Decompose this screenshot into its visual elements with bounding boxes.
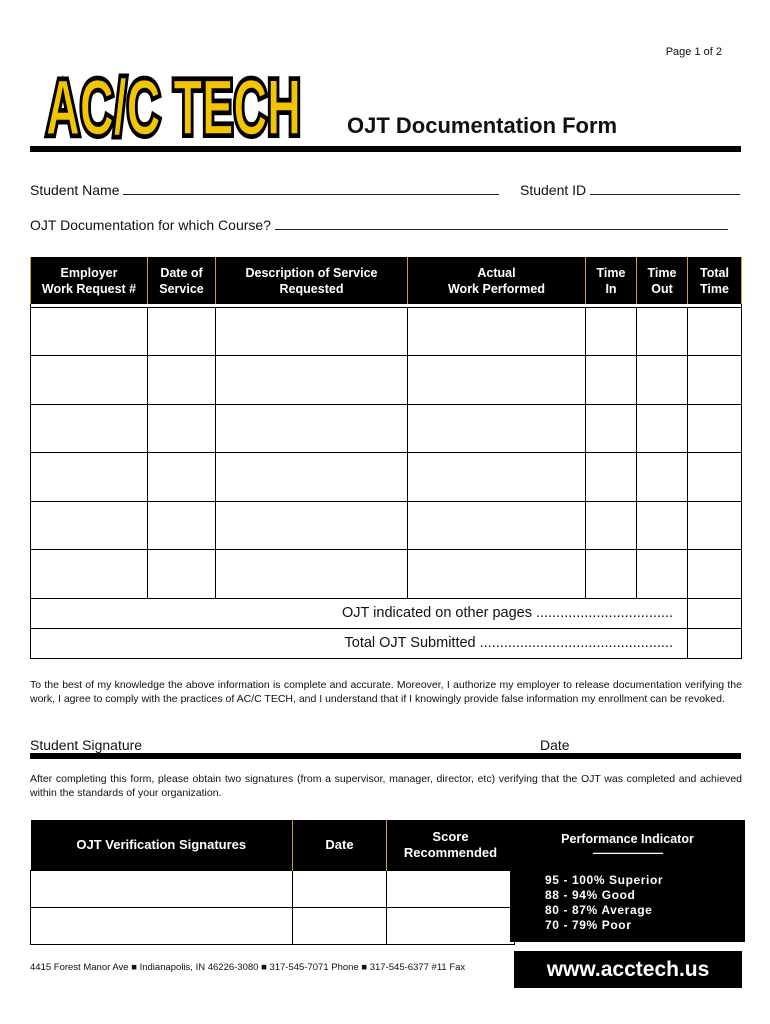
table-cell[interactable] — [586, 356, 637, 405]
col-date-of-service: Date of Service — [148, 257, 216, 304]
student-name-blank[interactable] — [123, 182, 499, 195]
table-cell[interactable] — [408, 307, 586, 356]
acc-tech-logo — [42, 64, 307, 144]
ojt-log-table — [30, 257, 742, 659]
table-cell[interactable] — [148, 501, 216, 550]
performance-dashes: ------------------------------ — [592, 848, 663, 859]
other-pages-row — [31, 598, 742, 628]
table-cell[interactable] — [637, 404, 688, 453]
table-row — [31, 404, 742, 453]
other-pages-label: OJT indicated on other pages .................................. — [31, 598, 688, 628]
table-cell[interactable] — [688, 453, 742, 502]
table-cell[interactable] — [31, 307, 148, 356]
col-description-requested: Description of Service Requested — [216, 257, 408, 304]
certification-statement: To the best of my knowledge the above information is complete and accurate. Moreover, I authorize my employer to release documentation verifying the work, I agree to comply with the practices of AC/C TECH, and I understand that if I knowingly provide false information my enrollment can be revoked. — [30, 679, 742, 705]
table-cell[interactable] — [216, 307, 408, 356]
table-row — [31, 356, 742, 405]
page-number: Page 1 of 2 — [665, 46, 722, 58]
header-rule — [30, 146, 741, 152]
table-row — [31, 550, 742, 599]
table-cell[interactable] — [688, 404, 742, 453]
table-cell[interactable] — [408, 356, 586, 405]
table-cell[interactable] — [216, 404, 408, 453]
table-cell[interactable] — [586, 550, 637, 599]
verification-table — [30, 820, 515, 945]
form-title: OJT Documentation Form — [347, 113, 618, 138]
table-cell[interactable] — [688, 550, 742, 599]
col-verification-date: Date — [293, 820, 387, 870]
student-name-label: Student Name — [30, 182, 120, 198]
verification-instructions: After completing this form, please obtain two signatures (from a supervisor, manager, director, etc) verifying that the OJT was completed and achieved within the standards of your organization. — [30, 773, 742, 799]
table-cell[interactable] — [148, 404, 216, 453]
student-signature-label: Student Signature — [30, 737, 143, 753]
table-cell[interactable] — [31, 550, 148, 599]
table-cell[interactable] — [148, 356, 216, 405]
table-row — [31, 501, 742, 550]
website-link[interactable]: www.acctech.us — [514, 951, 742, 988]
performance-levels — [510, 870, 745, 942]
table-cell[interactable] — [408, 453, 586, 502]
student-id-label: Student ID — [520, 182, 587, 198]
col-verification-signatures: OJT Verification Signatures — [31, 820, 293, 870]
svg-text:AC/C TECH: AC/C TECH — [46, 64, 301, 144]
table-cell[interactable] — [31, 356, 148, 405]
table-cell[interactable] — [31, 501, 148, 550]
table-row — [31, 453, 742, 502]
table-cell[interactable] — [408, 501, 586, 550]
table-cell[interactable] — [586, 404, 637, 453]
table-header-row — [31, 257, 742, 304]
score-cell[interactable] — [387, 870, 515, 907]
table-cell[interactable] — [637, 453, 688, 502]
table-cell[interactable] — [216, 550, 408, 599]
footer-address: 4415 Forest Manor Ave ■ Indianapolis, IN 46226-3080 ■ 317-545-7071 Phone ■ 317-545-6377 #11 Fax — [30, 962, 466, 973]
verification-header-row — [31, 820, 515, 870]
table-cell[interactable] — [637, 356, 688, 405]
table-cell[interactable] — [586, 453, 637, 502]
level-superior: 95 - 100% Superior — [545, 873, 664, 887]
table-cell[interactable] — [216, 453, 408, 502]
table-cell[interactable] — [586, 501, 637, 550]
table-cell[interactable] — [408, 550, 586, 599]
col-time-out: Time Out — [637, 257, 688, 304]
student-id-field[interactable] — [520, 182, 740, 198]
table-row — [31, 307, 742, 356]
student-id-blank[interactable] — [590, 182, 740, 195]
performance-indicator-title: Performance Indicator — [561, 832, 694, 846]
score-cell[interactable] — [387, 907, 515, 944]
col-employer-work-request: Employer Work Request # — [31, 257, 148, 304]
table-cell[interactable] — [637, 550, 688, 599]
col-time-in: Time In — [586, 257, 637, 304]
total-ojt-label: Total OJT Submitted ................................................ — [31, 628, 688, 658]
table-cell[interactable] — [148, 453, 216, 502]
table-cell[interactable] — [586, 307, 637, 356]
table-cell[interactable] — [688, 501, 742, 550]
table-row — [31, 870, 515, 907]
level-good: 88 - 94% Good — [545, 888, 636, 902]
course-blank[interactable] — [275, 217, 728, 230]
signature-date-label: Date — [540, 737, 570, 753]
table-cell[interactable] — [637, 501, 688, 550]
course-label: OJT Documentation for which Course? — [30, 217, 271, 233]
level-poor: 70 - 79% Poor — [545, 918, 632, 932]
student-name-field[interactable] — [30, 182, 499, 198]
table-cell[interactable] — [216, 501, 408, 550]
signature-cell[interactable] — [31, 870, 293, 907]
col-score-recommended: Score Recommended — [387, 820, 515, 870]
table-cell[interactable] — [688, 356, 742, 405]
table-row — [31, 907, 515, 944]
table-cell[interactable] — [31, 453, 148, 502]
table-cell[interactable] — [148, 550, 216, 599]
table-cell[interactable] — [688, 307, 742, 356]
total-ojt-cell[interactable] — [688, 628, 742, 658]
signature-cell[interactable] — [31, 907, 293, 944]
table-cell[interactable] — [637, 307, 688, 356]
other-pages-total-cell[interactable] — [688, 598, 742, 628]
col-actual-work-performed: Actual Work Performed — [408, 257, 586, 304]
table-cell[interactable] — [148, 307, 216, 356]
date-cell[interactable] — [293, 870, 387, 907]
table-cell[interactable] — [31, 404, 148, 453]
performance-indicator-header — [510, 820, 745, 870]
svg-text:AC/C TECH: AC/C TECH — [46, 64, 301, 144]
level-average: 80 - 87% Average — [545, 903, 653, 917]
total-ojt-row — [31, 628, 742, 658]
signature-line[interactable] — [30, 753, 741, 759]
date-cell[interactable] — [293, 907, 387, 944]
col-total-time: Total Time — [688, 257, 742, 304]
table-cell[interactable] — [216, 356, 408, 405]
table-cell[interactable] — [408, 404, 586, 453]
course-field[interactable] — [30, 217, 728, 233]
